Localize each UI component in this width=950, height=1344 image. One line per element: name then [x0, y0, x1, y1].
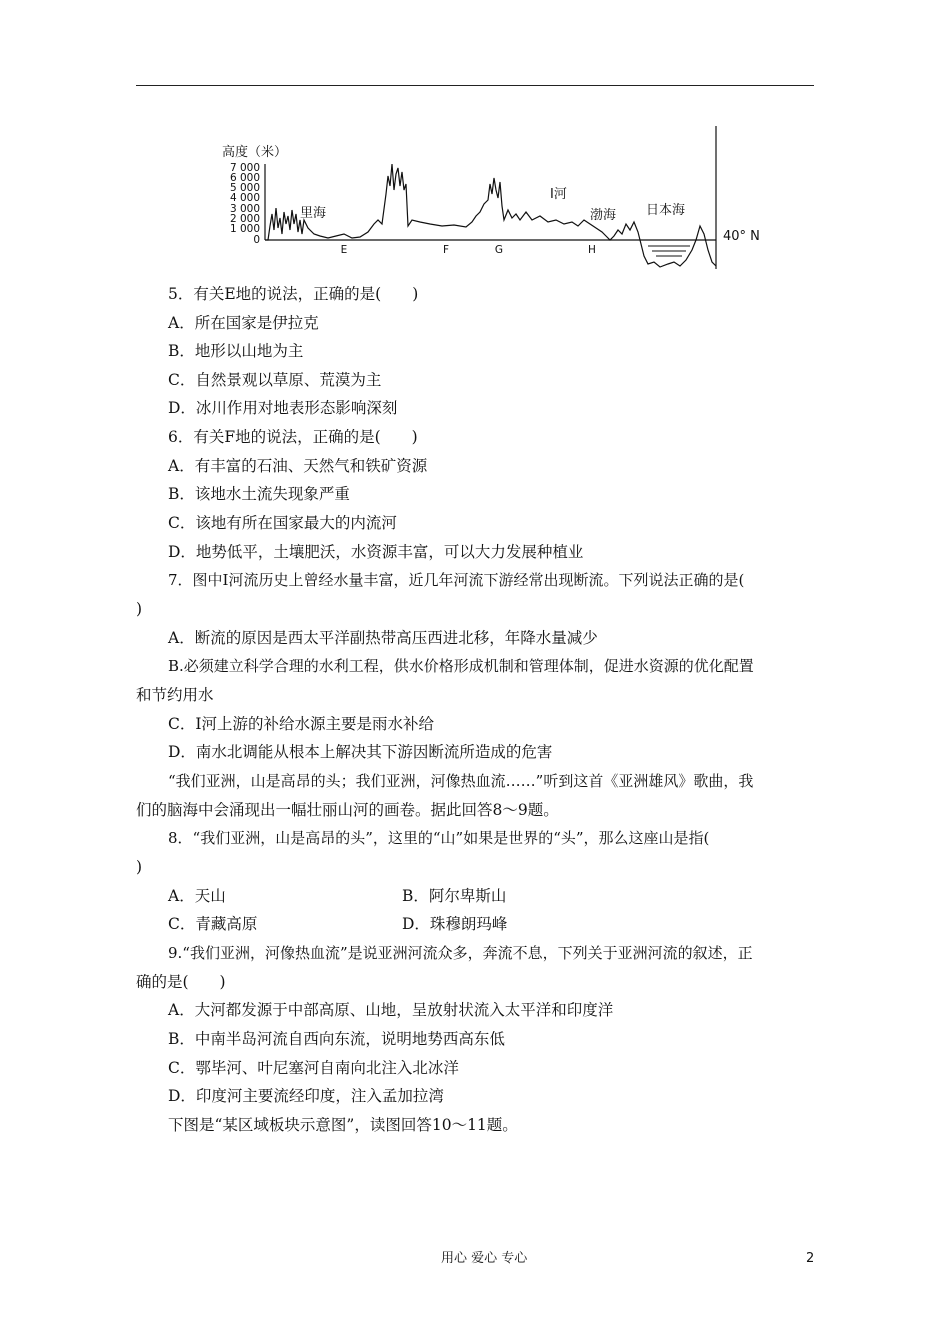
label-caspian: 里海	[300, 206, 327, 221]
label-e: E	[340, 244, 348, 256]
terrain-line	[265, 164, 640, 240]
q9-option-d: D．印度河主要流经印度，注入孟加拉湾	[168, 1087, 444, 1105]
q9-stem-line2: 确的是( )	[136, 973, 226, 991]
q9-option-b: B．中南半岛河流自西向东流，说明地势西高东低	[168, 1030, 505, 1048]
q8-option-a: A．天山	[168, 887, 226, 905]
intro-8-9-line2: 们的脑海中会涌现出一幅壮丽山河的画卷。据此回答8～9题。	[136, 801, 559, 819]
y-tick-7000: 7 000	[229, 162, 260, 174]
q5-option-b: B．地形以山地为主	[168, 342, 304, 360]
q7-option-b-line2: 和节约用水	[136, 686, 214, 704]
q5-stem: 5．有关E地的说法，正确的是( )	[168, 285, 419, 303]
label-g: G	[494, 244, 504, 256]
q7-option-b-line1: B.必须建立科学合理的水利工程，供水价格形成机制和管理体制，促进水资源的优化配置	[168, 657, 754, 675]
q8-option-b: B．阿尔卑斯山	[402, 887, 507, 905]
q7-option-d: D．南水北调能从根本上解决其下游因断流所造成的危害	[168, 743, 553, 761]
q7-stem-line1: 7．图中Ⅰ河流历史上曾经水量丰富，近几年河流下游经常出现断流。下列说法正确的是(	[168, 571, 745, 589]
q5-option-a: A．所在国家是伊拉克	[168, 314, 319, 332]
q9-option-c: C．鄂毕河、叶尼塞河自南向北注入北冰洋	[168, 1059, 459, 1077]
y-tick-3000: 3 000	[229, 203, 260, 215]
q5-option-c: C．自然景观以草原、荒漠为主	[168, 371, 382, 389]
footer-motto: 用心 爱心 专心	[441, 1251, 528, 1266]
page-number: 2	[806, 1251, 815, 1266]
q9-stem-line1: 9.“我们亚洲，河像热血流”是说亚洲河流众多，奔流不息，下列关于亚洲河流的叙述，正	[168, 944, 753, 962]
y-axis-title: 高度（米）	[222, 145, 288, 160]
y-tick-5000: 5 000	[229, 182, 260, 194]
label-japan-sea: 日本海	[646, 203, 686, 218]
q7-option-c: C．Ⅰ河上游的补给水源主要是雨水补给	[168, 715, 434, 733]
q6-option-a: A．有丰富的石油、天然气和铁矿资源	[168, 457, 428, 475]
label-h: H	[588, 244, 596, 256]
q6-option-b: B．该地水土流失现象严重	[168, 485, 350, 503]
japan-sea-water	[648, 246, 690, 256]
q8-stem-line2: )	[136, 858, 143, 876]
y-tick-2000: 2 000	[229, 213, 260, 225]
label-f: F	[442, 244, 450, 256]
q6-stem: 6．有关F地的说法，正确的是( )	[168, 428, 418, 446]
label-bohai: 渤海	[590, 208, 617, 223]
q5-option-d: D．冰川作用对地表形态影响深刻	[168, 399, 398, 417]
intro-10-11: 下图是“某区域板块示意图”，读图回答10～11题。	[168, 1116, 518, 1134]
label-river-i: Ⅰ河	[550, 187, 567, 202]
q8-stem-line1: 8．“我们亚洲，山是高昂的头”，这里的“山”如果是世界的“头”，那么这座山是指(	[168, 829, 710, 847]
q7-stem-line2: )	[136, 600, 143, 618]
y-tick-4000: 4 000	[229, 192, 260, 204]
intro-8-9-line1: “我们亚洲，山是高昂的头；我们亚洲，河像热血流……”听到这首《亚洲雄风》歌曲，我	[168, 772, 754, 790]
q8-option-d: D．珠穆朗玛峰	[402, 915, 508, 933]
q6-option-d: D．地势低平，土壤肥沃，水资源丰富，可以大力发展种植业	[168, 543, 584, 561]
q6-option-c: C．该地有所在国家最大的内流河	[168, 514, 397, 532]
terrain-profile-figure	[220, 124, 780, 272]
y-tick-1000: 1 000	[229, 223, 260, 235]
y-tick-6000: 6 000	[229, 172, 260, 184]
q9-option-a: A．大河都发源于中部高原、山地，呈放射状流入太平洋和印度洋	[168, 1001, 614, 1019]
label-latitude: 40° N	[723, 229, 760, 244]
q8-option-c: C．青藏高原	[168, 915, 258, 933]
y-tick-0: 0	[253, 234, 260, 246]
header-rule	[136, 85, 814, 86]
q7-option-a: A．断流的原因是西太平洋副热带高压西进北移，年降水量减少	[168, 629, 598, 647]
